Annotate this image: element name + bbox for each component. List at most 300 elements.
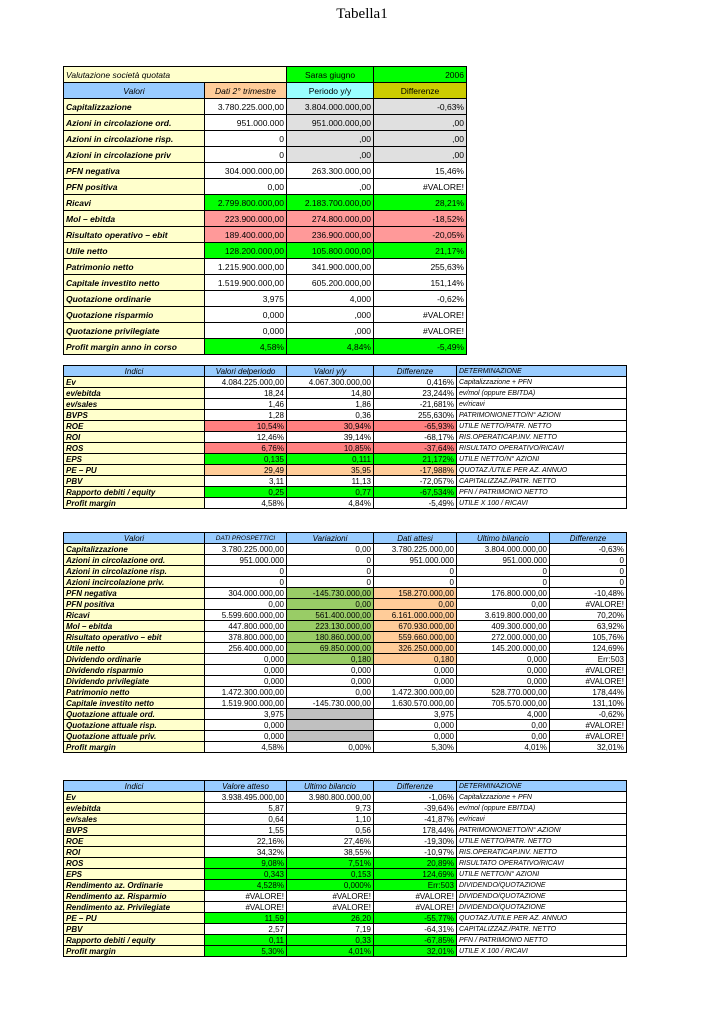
value-cell: 0,000 [457, 676, 550, 687]
value-cell: 4,000 [287, 291, 374, 307]
value-cell: -145.730.000,00 [287, 588, 374, 599]
value-cell: 0 [287, 555, 374, 566]
row-label: Risultato operativo – ebit [64, 227, 205, 243]
value-cell: ,00 [287, 147, 374, 163]
value-cell: 145.200.000,00 [457, 643, 550, 654]
determination-cell: PATRIMONIONETTO/N° AZIONI [457, 410, 627, 421]
value-cell: 7,51% [287, 858, 374, 869]
value-cell: 378.800.000,00 [205, 632, 287, 643]
value-cell: 0,111 [287, 454, 374, 465]
value-cell: 1.519.900.000,00 [205, 275, 287, 291]
determination-cell: ev/mol (oppure EBITDA) [457, 803, 627, 814]
table-row [64, 924, 627, 935]
value-cell: ,00 [374, 147, 467, 163]
value-cell: 670.930.000,00 [374, 621, 457, 632]
value-cell: 3,975 [374, 709, 457, 720]
value-cell: 0 [550, 577, 627, 588]
table-row [64, 836, 627, 847]
header-valori: Valori [64, 83, 205, 99]
value-cell: 105,76% [550, 632, 627, 643]
table-row [64, 487, 627, 498]
value-cell: -17,988% [374, 465, 457, 476]
row-label: Dividendo risparmio [64, 665, 205, 676]
value-cell: 9,73 [287, 803, 374, 814]
table-row [64, 275, 467, 291]
row-label: Rapporto debiti / equity [64, 487, 205, 498]
value-cell: 131,10% [550, 698, 627, 709]
value-cell: 0,64 [205, 814, 287, 825]
value-cell: 951.000.000 [205, 555, 287, 566]
value-cell: 0 [205, 566, 287, 577]
value-cell: 4,000 [457, 709, 550, 720]
value-cell: -0,63% [374, 99, 467, 115]
row-label: PFN positiva [64, 179, 205, 195]
value-cell: 4,58% [205, 498, 287, 509]
value-cell: 0 [287, 577, 374, 588]
row-label: PFN negativa [64, 588, 205, 599]
table-row [64, 163, 467, 179]
determination-cell: RISULTATO OPERATIVO/RICAVI [457, 858, 627, 869]
value-cell: 5,30% [205, 946, 287, 957]
value-cell: 3.780.225.000,00 [205, 99, 287, 115]
value-cell: 3,975 [205, 709, 287, 720]
value-cell: 605.200.000,00 [287, 275, 374, 291]
header-indici: Indici [64, 781, 205, 792]
value-cell: 9,08% [205, 858, 287, 869]
table-row [64, 323, 467, 339]
determination-cell: UTILE NETTO/N° AZIONI [457, 454, 627, 465]
table-row [64, 698, 627, 709]
value-cell: 0,00 [457, 720, 550, 731]
value-cell: 11,59 [205, 913, 287, 924]
value-cell: -18,52% [374, 211, 467, 227]
value-cell: 0,00 [374, 599, 457, 610]
value-cell: 236.900.000,00 [287, 227, 374, 243]
expected-indices-table [63, 780, 627, 957]
value-cell: 272.000.000,00 [457, 632, 550, 643]
table-row [64, 99, 467, 115]
value-cell: -145.730.000,00 [287, 698, 374, 709]
value-cell: #VALORE! [374, 902, 457, 913]
year-label: 2006 [374, 67, 467, 83]
header-row [64, 366, 627, 377]
determination-cell: PFN / PATRIMONIO NETTO [457, 935, 627, 946]
header-dati-attesi: Dati attesi [374, 533, 457, 544]
value-cell: 274.800.000,00 [287, 211, 374, 227]
value-cell: 223.900.000,00 [205, 211, 287, 227]
determination-cell: ev/ricavi [457, 814, 627, 825]
table-row [64, 891, 627, 902]
row-label: Capitale investito netto [64, 698, 205, 709]
table-row [64, 720, 627, 731]
row-label: Azioni in circolazione risp. [64, 131, 205, 147]
row-label: ROS [64, 858, 205, 869]
determination-cell: CAPITALIZZAZ./PATR. NETTO [457, 476, 627, 487]
table-row [64, 880, 627, 891]
row-label: Capitalizzazione [64, 544, 205, 555]
value-cell: -20,05% [374, 227, 467, 243]
value-cell: 447.800.000,00 [205, 621, 287, 632]
value-cell: -65,93% [374, 421, 457, 432]
row-label: Profit margin [64, 742, 205, 753]
value-cell: 4,58% [205, 339, 287, 355]
determination-cell: RIS.OPERATICAP.INV. NETTO [457, 432, 627, 443]
value-cell: 23,244% [374, 388, 457, 399]
header-determinazione: DETERMINAZIONE [457, 366, 627, 377]
row-label: Azioni in circolazione ord. [64, 115, 205, 131]
value-cell: 158.270.000,00 [374, 588, 457, 599]
value-cell: 0 [374, 566, 457, 577]
table-row [64, 388, 627, 399]
value-cell: 34,32% [205, 847, 287, 858]
value-cell: 0 [457, 577, 550, 588]
table-row [64, 421, 627, 432]
table-row [64, 610, 627, 621]
value-cell: 3,975 [205, 291, 287, 307]
header-row [64, 533, 627, 544]
determination-cell: DIVIDENDO/QUOTAZIONE [457, 891, 627, 902]
value-cell: 6.161.000.000,00 [374, 610, 457, 621]
value-cell: 70,20% [550, 610, 627, 621]
determination-cell: QUOTAZ./UTILE PER AZ. ANNUO [457, 913, 627, 924]
row-label: Ricavi [64, 610, 205, 621]
value-cell: -67,534% [374, 487, 457, 498]
value-cell: 3.980.800.000,00 [287, 792, 374, 803]
value-cell: 0,000 [457, 654, 550, 665]
row-label: Mol – ebitda [64, 211, 205, 227]
value-cell: 705.570.000,00 [457, 698, 550, 709]
row-label: Capitale investito netto [64, 275, 205, 291]
valuation-table [63, 66, 467, 355]
table-row [64, 665, 627, 676]
value-cell: #VALORE! [205, 902, 287, 913]
value-cell: 0 [550, 566, 627, 577]
value-cell: -41,87% [374, 814, 457, 825]
value-cell: 2,57 [205, 924, 287, 935]
header-row [64, 83, 467, 99]
table-row [64, 243, 467, 259]
table-row [64, 902, 627, 913]
value-cell: -0,63% [550, 544, 627, 555]
value-cell: Err:503 [550, 654, 627, 665]
row-label: Quotazione attuale ord. [64, 709, 205, 720]
value-cell: -55,77% [374, 913, 457, 924]
row-label: PFN positiva [64, 599, 205, 610]
row-label: BVPS [64, 410, 205, 421]
value-cell [287, 720, 374, 731]
value-cell: 0,11 [205, 935, 287, 946]
table-row [64, 544, 627, 555]
value-cell: 951.000.000 [205, 115, 287, 131]
value-cell: 0 [550, 555, 627, 566]
row-label: Ricavi [64, 195, 205, 211]
value-cell: 255,63% [374, 259, 467, 275]
row-label: ROI [64, 432, 205, 443]
table-row [64, 307, 467, 323]
value-cell: 35,95 [287, 465, 374, 476]
value-cell: ,00 [374, 115, 467, 131]
value-cell: 223.130.000,00 [287, 621, 374, 632]
value-cell: -39,64% [374, 803, 457, 814]
value-cell: 4.084.225.000,00 [205, 377, 287, 388]
value-cell: -37,64% [374, 443, 457, 454]
row-label: Azioni in circolazione risp. [64, 566, 205, 577]
row-label: PBV [64, 476, 205, 487]
value-cell: 0,000 [374, 731, 457, 742]
value-cell: 21,17% [374, 243, 467, 259]
value-cell: #VALORE! [550, 665, 627, 676]
value-cell: 0,416% [374, 377, 457, 388]
value-cell: 11,13 [287, 476, 374, 487]
value-cell: 0,153 [287, 869, 374, 880]
value-cell: 0,343 [205, 869, 287, 880]
value-cell: 0,00 [287, 687, 374, 698]
value-cell: #VALORE! [374, 307, 467, 323]
value-cell: 0 [205, 147, 287, 163]
table-row [64, 291, 467, 307]
table-row [64, 115, 467, 131]
value-cell: 0,135 [205, 454, 287, 465]
determination-cell: Capitalizzazione + PFN [457, 792, 627, 803]
row-label: Profit margin [64, 946, 205, 957]
value-cell: -19,30% [374, 836, 457, 847]
row-label: Patrimonio netto [64, 687, 205, 698]
value-cell: 4,528% [205, 880, 287, 891]
value-cell: 0 [374, 577, 457, 588]
value-cell: 12,46% [205, 432, 287, 443]
row-label: Ev [64, 377, 205, 388]
value-cell: 178,44% [550, 687, 627, 698]
value-cell: #VALORE! [550, 599, 627, 610]
row-label: Rapporto debiti / equity [64, 935, 205, 946]
table-row [64, 654, 627, 665]
header-valori: Valori [64, 533, 205, 544]
value-cell: 1,28 [205, 410, 287, 421]
value-cell [287, 709, 374, 720]
value-cell: 178,44% [374, 825, 457, 836]
table-row [64, 847, 627, 858]
table-row [64, 179, 467, 195]
value-cell: -68,17% [374, 432, 457, 443]
table-row [64, 935, 627, 946]
value-cell: 263.300.000,00 [287, 163, 374, 179]
determination-cell: ev/ricavi [457, 399, 627, 410]
table-row [64, 410, 627, 421]
determination-cell: UTILE NETTO/N° AZIONI [457, 869, 627, 880]
value-cell: 3.804.000.000,00 [287, 99, 374, 115]
page-title: Tabella1 [336, 6, 388, 22]
value-cell: 1.215.900.000,00 [205, 259, 287, 275]
value-cell: #VALORE! [550, 731, 627, 742]
value-cell: 38,55% [287, 847, 374, 858]
table-row [64, 913, 627, 924]
value-cell: 4,84% [287, 339, 374, 355]
row-label: Quotazione privilegiate [64, 323, 205, 339]
row-label: PE – PU [64, 913, 205, 924]
value-cell: 0,77 [287, 487, 374, 498]
value-cell: #VALORE! [550, 720, 627, 731]
value-cell: 304.000.000,00 [205, 163, 287, 179]
value-cell: 0,000 [205, 654, 287, 665]
table-row [64, 814, 627, 825]
value-cell: 3.780.225.000,00 [374, 544, 457, 555]
value-cell: 409.300.000,00 [457, 621, 550, 632]
value-cell: 951.000.000,00 [287, 115, 374, 131]
table-row [64, 858, 627, 869]
value-cell: #VALORE! [205, 891, 287, 902]
value-cell: 27,46% [287, 836, 374, 847]
value-cell: 255,630% [374, 410, 457, 421]
value-cell: 4,01% [287, 946, 374, 957]
value-cell: 1.472.300.000,00 [374, 687, 457, 698]
row-label: Quotazione attuale risp. [64, 720, 205, 731]
row-label: Rendimento az. Privilegiate [64, 902, 205, 913]
table-row [64, 577, 627, 588]
value-cell: 0,25 [205, 487, 287, 498]
value-cell: 124,69% [374, 869, 457, 880]
value-cell [287, 731, 374, 742]
value-cell: 124,69% [550, 643, 627, 654]
value-cell: 0,000 [205, 676, 287, 687]
value-cell: 4.067.300.000,00 [287, 377, 374, 388]
header-ultimo-bilancio: Ultimo bilancio [457, 533, 550, 544]
row-label: ROE [64, 421, 205, 432]
value-cell: 14,80 [287, 388, 374, 399]
table-row [64, 227, 467, 243]
header-differenze: Differenze [374, 781, 457, 792]
table-row [64, 731, 627, 742]
value-cell: -21,681% [374, 399, 457, 410]
value-cell: 561.400.000,00 [287, 610, 374, 621]
table-row [64, 498, 627, 509]
row-label: Rendimento az. Risparmio [64, 891, 205, 902]
value-cell: 0,000% [287, 880, 374, 891]
value-cell: ,000 [287, 307, 374, 323]
projection-table [63, 532, 627, 753]
value-cell: -0,62% [550, 709, 627, 720]
table-row [64, 465, 627, 476]
value-cell: 951.000.000 [374, 555, 457, 566]
table-row [64, 476, 627, 487]
table-row [64, 643, 627, 654]
value-cell: 128.200.000,00 [205, 243, 287, 259]
table-row [64, 432, 627, 443]
value-cell: 326.250.000,00 [374, 643, 457, 654]
table-row [64, 259, 467, 275]
value-cell: 30,94% [287, 421, 374, 432]
value-cell: 0,000 [287, 665, 374, 676]
row-label: Quotazione ordinarie [64, 291, 205, 307]
value-cell: 26,20 [287, 913, 374, 924]
value-cell: 0,56 [287, 825, 374, 836]
value-cell: #VALORE! [374, 323, 467, 339]
table-row [64, 599, 627, 610]
determination-cell: UTILE NETTO/PATR. NETTO [457, 836, 627, 847]
determination-cell: DIVIDENDO/QUOTAZIONE [457, 880, 627, 891]
value-cell: 3.938.495.000,00 [205, 792, 287, 803]
header-valori-periodo: Valori delperiodo [205, 366, 287, 377]
value-cell: 151,14% [374, 275, 467, 291]
table-row [64, 742, 627, 753]
table-title: Valutazione società quotata [64, 67, 287, 83]
row-label: ROE [64, 836, 205, 847]
header-differenze: Differenze [374, 83, 467, 99]
value-cell: 0,000 [374, 665, 457, 676]
table-row [64, 946, 627, 957]
table-row [64, 377, 627, 388]
value-cell: 32,01% [550, 742, 627, 753]
determination-cell: ev/mol (oppure EBITDA) [457, 388, 627, 399]
value-cell: #VALORE! [374, 179, 467, 195]
table-row [64, 339, 467, 355]
table-row [64, 803, 627, 814]
value-cell: #VALORE! [374, 891, 457, 902]
row-label: ROI [64, 847, 205, 858]
row-label: Patrimonio netto [64, 259, 205, 275]
value-cell: 5,30% [374, 742, 457, 753]
table-row [64, 709, 627, 720]
value-cell: 0,000 [457, 665, 550, 676]
row-label: Quotazione risparmio [64, 307, 205, 323]
row-label: EPS [64, 869, 205, 880]
table-row [64, 566, 627, 577]
value-cell: 256.400.000,00 [205, 643, 287, 654]
value-cell: #VALORE! [287, 902, 374, 913]
table-row [64, 869, 627, 880]
value-cell: 0,00 [457, 731, 550, 742]
determination-cell: UTILE X 100 / RICAVI [457, 946, 627, 957]
determination-cell: UTILE X 100 / RICAVI [457, 498, 627, 509]
table-row [64, 676, 627, 687]
value-cell: 0,00 [287, 544, 374, 555]
table-row [64, 147, 467, 163]
value-cell: 0,000 [287, 676, 374, 687]
value-cell: 0,000 [205, 720, 287, 731]
value-cell: 2.183.700.000,00 [287, 195, 374, 211]
value-cell: 0,000 [205, 323, 287, 339]
value-cell: 2.799.800.000,00 [205, 195, 287, 211]
table-row [64, 555, 627, 566]
determination-cell: CAPITALIZZAZ./PATR. NETTO [457, 924, 627, 935]
value-cell: 180.860.000,00 [287, 632, 374, 643]
header-valore-atteso: Valore atteso [205, 781, 287, 792]
value-cell: 0 [457, 566, 550, 577]
value-cell: 15,46% [374, 163, 467, 179]
header-periodo: Periodo y/y [287, 83, 374, 99]
table-row [64, 792, 627, 803]
value-cell: -72,057% [374, 476, 457, 487]
value-cell: 0,000 [205, 731, 287, 742]
table-row [64, 687, 627, 698]
value-cell: 559.660.000,00 [374, 632, 457, 643]
value-cell: -0,62% [374, 291, 467, 307]
row-label: EPS [64, 454, 205, 465]
value-cell: 105.800.000,00 [287, 243, 374, 259]
header-differenze: Differenze [374, 366, 457, 377]
value-cell: 0 [205, 131, 287, 147]
value-cell: 39,14% [287, 432, 374, 443]
value-cell: 22,16% [205, 836, 287, 847]
row-label: Risultato operativo – ebit [64, 632, 205, 643]
header-dati: Dati 2° trimestre [205, 83, 287, 99]
row-label: Utile netto [64, 243, 205, 259]
value-cell: 1,55 [205, 825, 287, 836]
table-row [64, 454, 627, 465]
header-determinazione: DETERMINAZIONE [457, 781, 627, 792]
value-cell: 10,85% [287, 443, 374, 454]
value-cell: -10,48% [550, 588, 627, 599]
value-cell: 1,46 [205, 399, 287, 410]
